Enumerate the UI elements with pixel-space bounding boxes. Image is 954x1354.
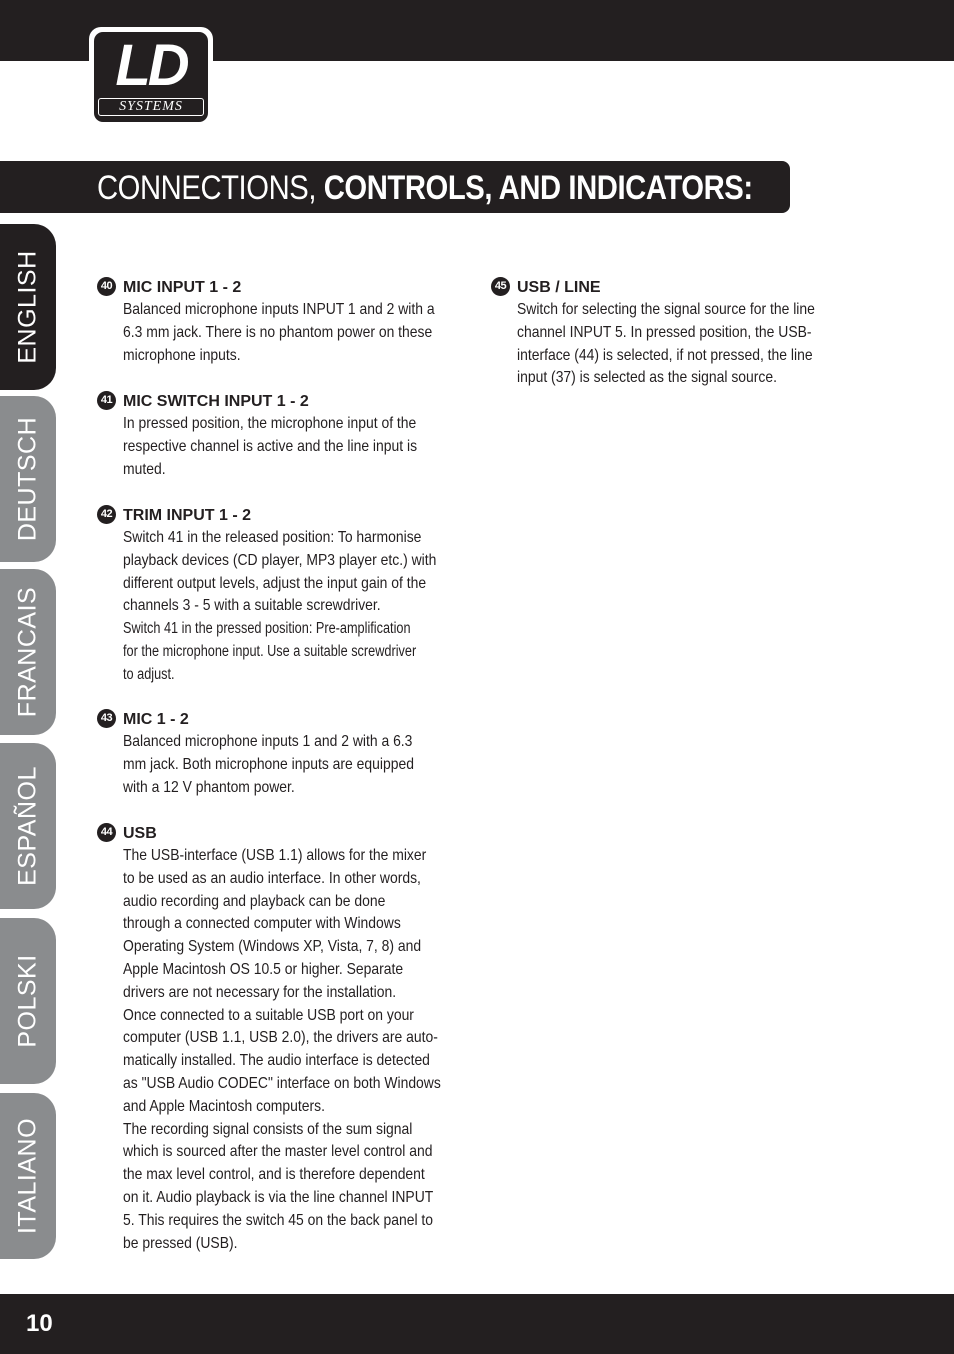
body-line: In pressed position, the microphone input of the — [123, 415, 417, 432]
body-line: the max level control, and is therefore dependent — [123, 1166, 425, 1184]
body-line: with a 12 V phantom power. — [123, 778, 295, 796]
body-line: audio recording and playback can be done — [123, 892, 386, 910]
body-line: muted. — [123, 460, 166, 478]
entry-body — [123, 731, 468, 799]
language-tab-label: ITALIANO — [13, 1117, 42, 1235]
body-line: through a connected computer with Windows — [123, 915, 401, 933]
entry-title: MIC 1 - 2 — [123, 711, 189, 728]
entry-header — [100, 390, 468, 413]
body-line: as "USB Audio CODEC" interface on both Windows — [123, 1074, 441, 1092]
entry-body — [123, 299, 468, 367]
body-line: 5. This requires the switch 45 on the back panel to — [123, 1211, 434, 1229]
entry-number-badge: 41 — [97, 391, 116, 410]
body-line: Switch 41 in the released position: To harmonise — [123, 529, 422, 546]
entry-40 — [100, 276, 468, 367]
entry-number-badge: 45 — [491, 277, 510, 296]
entry-header — [100, 504, 468, 527]
body-line: The USB-interface (USB 1.1) allows for the mixer — [123, 847, 427, 864]
language-tab-label: FRANCAIS — [13, 586, 42, 718]
body-line: different output levels, adjust the input gain of the — [123, 574, 427, 592]
entry-header — [100, 708, 468, 731]
body-line: Balanced microphone inputs INPUT 1 and 2 with a — [123, 301, 435, 318]
language-tab-espanol[interactable] — [0, 743, 56, 909]
body-line: respective channel is active and the line input is — [123, 437, 418, 455]
language-tab-label: DEUTSCH — [13, 416, 42, 542]
entry-45 — [494, 276, 862, 390]
language-tab-polski[interactable] — [0, 918, 56, 1084]
entry-number-badge: 43 — [97, 709, 116, 728]
body-line: which is sourced after the master level control and — [123, 1143, 433, 1161]
body-line: for the microphone input. Use a suitable screwdriver — [123, 642, 417, 660]
body-line: matically installed. The audio interface is detected — [123, 1052, 430, 1070]
entry-41 — [100, 390, 468, 481]
logo-plate — [94, 32, 208, 122]
entry-44 — [100, 822, 468, 1255]
entry-header — [494, 276, 862, 299]
body-line: drivers are not necessary for the installation. — [123, 983, 397, 1001]
body-line: to adjust. — [123, 665, 175, 683]
ld-systems-logo — [89, 27, 213, 127]
body-line: channels 3 - 5 with a suitable screwdriver. — [123, 597, 381, 615]
language-tab-deutsch[interactable] — [0, 396, 56, 562]
body-line: Operating System (Windows XP, Vista, 7, 8) and — [123, 938, 422, 956]
body-line: input (37) is selected as the signal source. — [517, 369, 777, 387]
body-line: 6.3 mm jack. There is no phantom power on these — [123, 323, 433, 341]
language-tab-label: ESPAÑOL — [13, 766, 42, 886]
entry-header — [100, 822, 468, 845]
entry-body — [123, 527, 468, 687]
body-line: and Apple Macintosh computers. — [123, 1097, 325, 1115]
entry-title: USB / LINE — [517, 279, 601, 296]
entry-title: MIC INPUT 1 - 2 — [123, 279, 242, 296]
body-line: interface (44) is selected, if not pressed, the line — [517, 346, 813, 364]
page-title-light: CONNECTIONS, — [97, 169, 324, 207]
page-title — [97, 161, 753, 213]
body-line: to be used as an audio interface. In other words, — [123, 869, 421, 887]
body-line: channel INPUT 5. In pressed position, the USB- — [517, 323, 812, 341]
entry-number-badge: 40 — [97, 277, 116, 296]
language-tab-label: POLSKI — [13, 954, 42, 1048]
logo-subtitle: SYSTEMS — [98, 98, 204, 116]
entry-title: MIC SWITCH INPUT 1 - 2 — [123, 393, 309, 410]
entry-number-badge: 44 — [97, 823, 116, 842]
language-tab-english[interactable] — [0, 224, 56, 390]
entry-body — [123, 845, 468, 1255]
entry-43 — [100, 708, 468, 799]
body-line: playback devices (CD player, MP3 player etc.) with — [123, 551, 437, 569]
body-line: Balanced microphone inputs 1 and 2 with a 6.3 — [123, 733, 413, 750]
entry-header — [100, 276, 468, 299]
language-tab-francais[interactable] — [0, 569, 56, 735]
body-line: be pressed (USB). — [123, 1234, 238, 1252]
footer-bar — [0, 1294, 954, 1354]
body-line: Once connected to a suitable USB port on your — [123, 1006, 414, 1024]
body-line: The recording signal consists of the sum signal — [123, 1120, 413, 1138]
entry-42 — [100, 504, 468, 687]
entry-body — [517, 299, 862, 390]
entry-number-badge: 42 — [97, 505, 116, 524]
page-title-bold: CONTROLS, AND INDICATORS: — [323, 169, 753, 207]
entry-title: TRIM INPUT 1 - 2 — [123, 507, 252, 524]
page-number: 10 — [26, 1310, 53, 1337]
logo-letters: LD — [115, 33, 187, 98]
body-line: Apple Macintosh OS 10.5 or higher. Separate — [123, 960, 404, 978]
language-tab-label: ENGLISH — [13, 250, 42, 364]
section-title-bar — [0, 161, 790, 213]
entry-body — [123, 413, 468, 481]
language-tab-italiano[interactable] — [0, 1093, 56, 1259]
body-line: Switch 41 in the pressed position: Pre-amplification — [123, 620, 411, 638]
entry-title: USB — [123, 825, 157, 842]
body-line: computer (USB 1.1, USB 2.0), the drivers are auto- — [123, 1029, 438, 1047]
body-line: on it. Audio playback is via the line channel INPUT — [123, 1188, 434, 1206]
body-line: microphone inputs. — [123, 346, 241, 364]
body-line: mm jack. Both microphone inputs are equipped — [123, 755, 414, 773]
body-line: Switch for selecting the signal source for the line — [517, 301, 815, 318]
